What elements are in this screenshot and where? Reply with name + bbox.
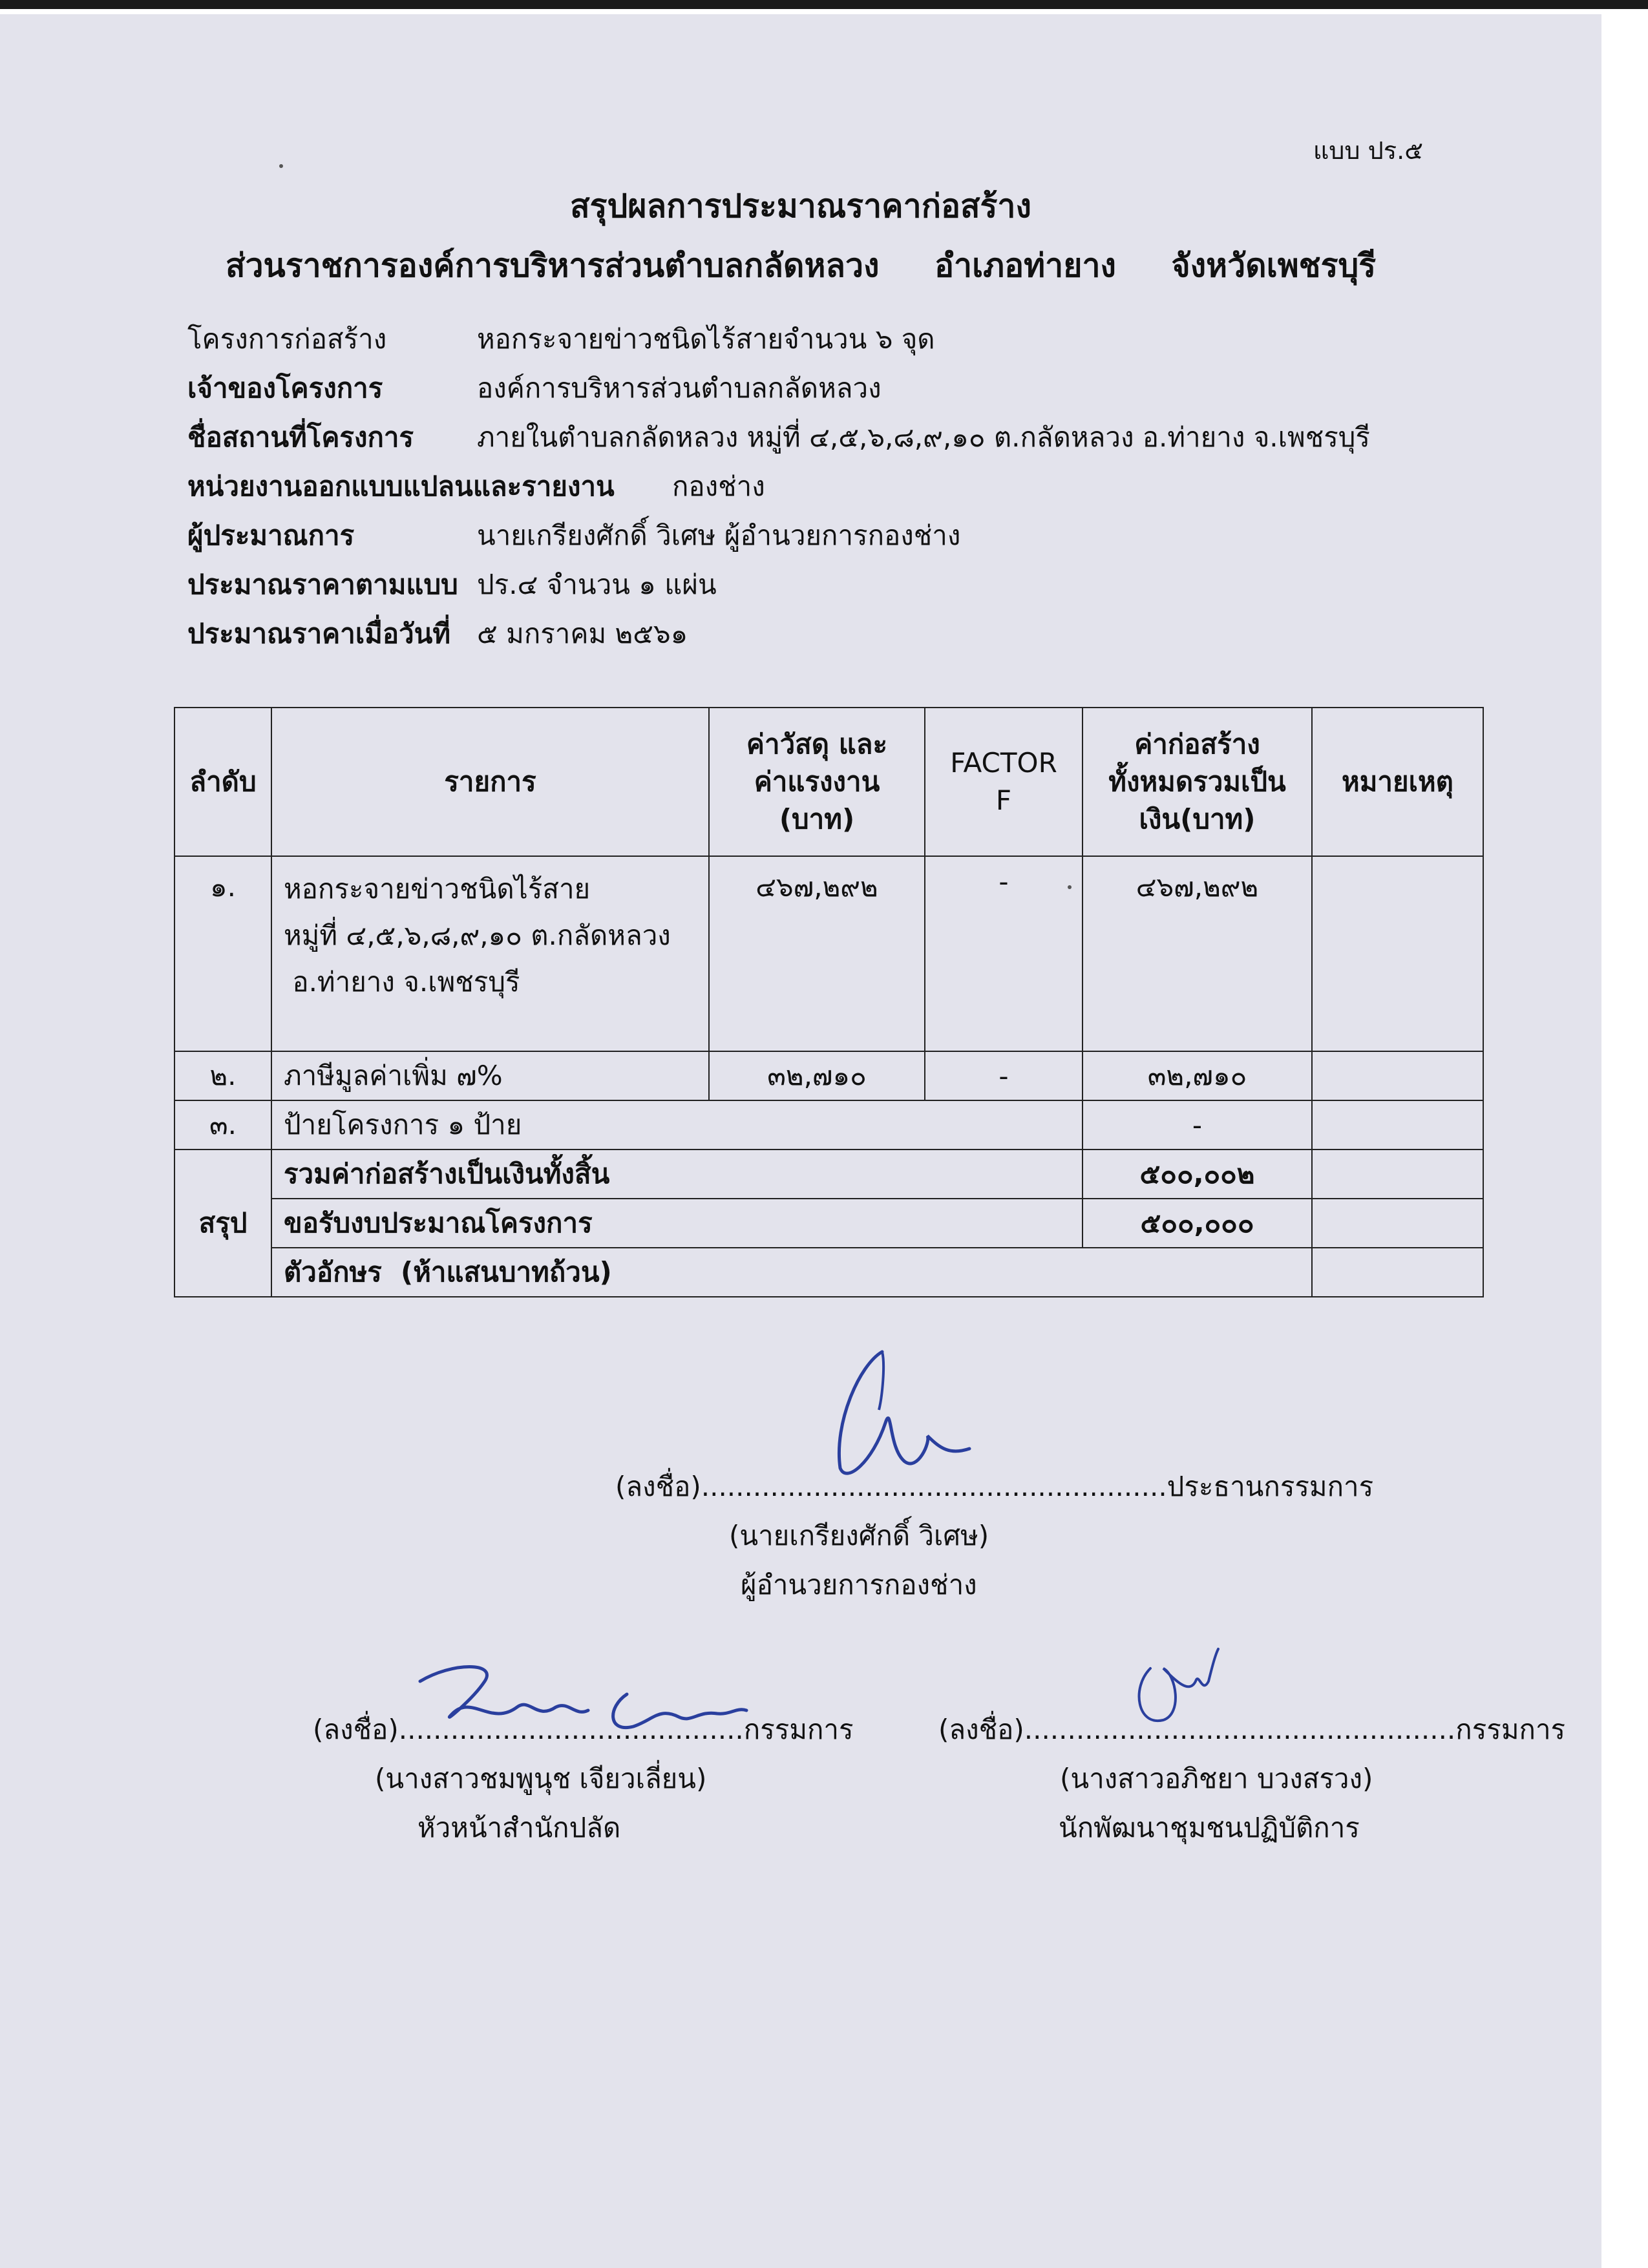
info-label-estimate-form: ประมาณราคาตามแบบ bbox=[187, 569, 458, 600]
member2-position: นักพัฒนาชุมชนปฏิบัติการ bbox=[1059, 1812, 1360, 1843]
scan-speck bbox=[1068, 885, 1072, 889]
subtitle-district: อำเภอท่ายาง bbox=[934, 247, 1116, 284]
subtitle-province: จังหวัดเพชรบุรี bbox=[1171, 247, 1377, 284]
header-item: รายการ bbox=[271, 708, 709, 856]
info-label-estimate-date: ประมาณราคาเมื่อวันที่ bbox=[187, 618, 451, 649]
table-row bbox=[174, 856, 1483, 1051]
row-no: ๒. bbox=[174, 1051, 271, 1100]
row-remark bbox=[1312, 856, 1483, 1051]
info-label-project: โครงการก่อสร้าง bbox=[187, 323, 387, 355]
document-subtitle bbox=[0, 240, 1601, 291]
info-value-estimate-date: ๕ มกราคม ๒๕๖๑ bbox=[477, 618, 688, 649]
header-no: ลำดับ bbox=[174, 708, 271, 856]
row-item: ภาษีมูลค่าเพิ่ม ๗% bbox=[271, 1051, 709, 1100]
info-value-estimator: นายเกรียงศักดิ์ วิเศษ ผู้อำนวยการกองช่าง bbox=[477, 520, 961, 551]
summary-words-row bbox=[174, 1248, 1483, 1297]
summary-words-remark bbox=[1312, 1248, 1483, 1297]
info-value-location: ภายในตำบลกลัดหลวง หมู่ที่ ๔,๕,๖,๘,๙,๑๐ ต.กลัดหลวง อ.ท่ายาง จ.เพชรบุรี bbox=[477, 421, 1370, 453]
info-value-estimate-form: ปร.๔ จำนวน ๑ แผ่น bbox=[477, 569, 717, 600]
summary-label: สรุป bbox=[174, 1150, 271, 1297]
row-factor: - bbox=[925, 1051, 1083, 1100]
info-value-project: หอกระจายข่าวชนิดไร้สายจำนวน ๖ จุด bbox=[477, 323, 935, 355]
member1-name: (นางสาวชมพูนุช เจียวเลี่ยน) bbox=[375, 1763, 707, 1794]
summary-total-row bbox=[174, 1150, 1483, 1199]
row-total: - bbox=[1083, 1100, 1312, 1150]
summary-budget-remark bbox=[1312, 1199, 1483, 1248]
info-label-owner: เจ้าของโครงการ bbox=[187, 372, 383, 404]
member1-signature-line: (ลงชื่อ)........................................กรรมการ bbox=[313, 1714, 854, 1745]
info-value-owner: องค์การบริหารส่วนตำบลกลัดหลวง bbox=[477, 372, 882, 404]
header-remark: หมายเหตุ bbox=[1312, 708, 1483, 856]
row-item: หอกระจายข่าวชนิดไร้สาย หมู่ที่ ๔,๕,๖,๘,๙,๑๐ ต.กลัดหลวง อ.ท่ายาง จ.เพชรบุรี bbox=[271, 856, 709, 1051]
member2-name: (นางสาวอภิชยา บวงสรวง) bbox=[1060, 1763, 1373, 1794]
info-label-estimator: ผู้ประมาณการ bbox=[187, 520, 355, 551]
row-no: ๑. bbox=[174, 856, 271, 1051]
row-total: ๔๖๗,๒๙๒ bbox=[1083, 856, 1312, 1051]
row-factor: - bbox=[925, 856, 1083, 1051]
header-material-labor: ค่าวัสดุ และ ค่าแรงงาน (บาท) bbox=[709, 708, 925, 856]
chair-position: ผู้อำนวยการกองช่าง bbox=[741, 1569, 977, 1601]
row-material-labor: ๓๒,๗๑๐ bbox=[709, 1051, 925, 1100]
document-title: สรุปผลการประมาณราคาก่อสร้าง bbox=[570, 187, 1031, 225]
info-label-location: ชื่อสถานที่โครงการ bbox=[187, 421, 414, 453]
summary-budget-label: ขอรับงบประมาณโครงการ bbox=[271, 1199, 1083, 1248]
row-item: ป้ายโครงการ ๑ ป้าย bbox=[271, 1100, 1083, 1150]
row-material-labor: ๔๖๗,๒๙๒ bbox=[709, 856, 925, 1051]
row-remark bbox=[1312, 1051, 1483, 1100]
scan-top-edge bbox=[0, 0, 1648, 9]
row-no: ๓. bbox=[174, 1100, 271, 1150]
table-row bbox=[174, 1100, 1483, 1150]
table-header-row bbox=[174, 708, 1483, 856]
info-label-design-unit: หน่วยงานออกแบบแปลนและรายงาน bbox=[187, 470, 615, 502]
cost-summary-table bbox=[174, 707, 1484, 1297]
info-value-design-unit: กองช่าง bbox=[672, 470, 765, 502]
summary-words: ตัวอักษร (ห้าแสนบาทถ้วน) bbox=[271, 1248, 1312, 1297]
header-total: ค่าก่อสร้าง ทั้งหมดรวมเป็น เงิน(บาท) bbox=[1083, 708, 1312, 856]
chair-name: (นายเกรียงศักดิ์ วิเศษ) bbox=[729, 1520, 989, 1551]
summary-total-value: ๕๐๐,๐๐๒ bbox=[1083, 1150, 1312, 1199]
summary-budget-value: ๕๐๐,๐๐๐ bbox=[1083, 1199, 1312, 1248]
scan-speck bbox=[279, 164, 283, 168]
form-code: แบบ ปร.๕ bbox=[1313, 136, 1423, 165]
member2-signature-line: (ลงชื่อ)..................................................กรรมการ bbox=[938, 1714, 1566, 1745]
table-row bbox=[174, 1051, 1483, 1100]
chair-signature-line: (ลงชื่อ)......................................................ประธานกรรมการ bbox=[615, 1471, 1374, 1502]
row-remark bbox=[1312, 1100, 1483, 1150]
summary-total-label: รวมค่าก่อสร้างเป็นเงินทั้งสิ้น bbox=[271, 1150, 1083, 1199]
header-factor: FACTOR F bbox=[925, 708, 1083, 856]
summary-budget-row bbox=[174, 1199, 1483, 1248]
row-total: ๓๒,๗๑๐ bbox=[1083, 1051, 1312, 1100]
member1-position: หัวหน้าสำนักปลัด bbox=[417, 1812, 621, 1843]
document-page bbox=[0, 14, 1601, 2268]
summary-total-remark bbox=[1312, 1150, 1483, 1199]
subtitle-agency: ส่วนราชการองค์การบริหารส่วนตำบลกลัดหลวง bbox=[225, 247, 880, 284]
